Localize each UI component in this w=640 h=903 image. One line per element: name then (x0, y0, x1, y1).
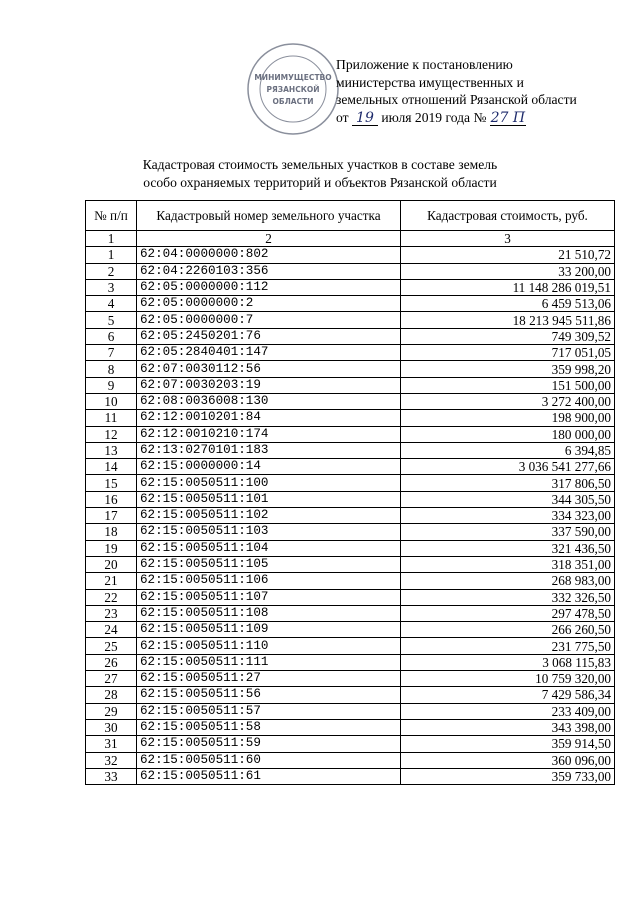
row-index: 7 (86, 345, 137, 361)
table-row (86, 605, 615, 621)
row-index: 8 (86, 361, 137, 377)
cadastral-value: 360 096,00 (401, 752, 615, 768)
cadastral-number: 62:15:0050511:106 (137, 573, 401, 589)
row-index: 17 (86, 508, 137, 524)
row-index: 9 (86, 377, 137, 393)
cadastral-value: 231 775,50 (401, 638, 615, 654)
cadastral-value-table (85, 200, 615, 785)
cadastral-number: 62:07:0030203:19 (137, 377, 401, 393)
cadastral-value: 359 998,20 (401, 361, 615, 377)
cadastral-value: 334 323,00 (401, 508, 615, 524)
row-index: 31 (86, 736, 137, 752)
stamp-line-2: РЯЗАНСКОЙ (266, 85, 320, 94)
row-index: 16 (86, 491, 137, 507)
cadastral-number: 62:13:0270101:183 (137, 442, 401, 458)
cadastral-number: 62:15:0050511:27 (137, 671, 401, 687)
cadastral-number: 62:15:0050511:61 (137, 768, 401, 784)
cadastral-value: 318 351,00 (401, 556, 615, 572)
cadastral-number: 62:15:0050511:56 (137, 687, 401, 703)
table-row (86, 703, 615, 719)
cadastral-value: 3 068 115,83 (401, 654, 615, 670)
table-row (86, 524, 615, 540)
row-index: 5 (86, 312, 137, 328)
table-row (86, 247, 615, 263)
cadastral-value: 6 394,85 (401, 442, 615, 458)
table-row (86, 687, 615, 703)
table-row (86, 263, 615, 279)
table-row (86, 508, 615, 524)
table-row (86, 410, 615, 426)
cadastral-value: 344 305,50 (401, 491, 615, 507)
cadastral-number: 62:15:0000000:14 (137, 459, 401, 475)
table-row (86, 328, 615, 344)
row-index: 27 (86, 671, 137, 687)
column-number-row (86, 231, 615, 247)
row-index: 11 (86, 410, 137, 426)
cadastral-value: 266 260,50 (401, 622, 615, 638)
table-row (86, 573, 615, 589)
header-line-1: Приложение к постановлению (336, 57, 513, 72)
row-index: 23 (86, 605, 137, 621)
row-index: 25 (86, 638, 137, 654)
row-index: 21 (86, 573, 137, 589)
cadastral-number: 62:04:0000000:802 (137, 247, 401, 263)
column-number-1: 1 (86, 231, 137, 247)
table-row (86, 671, 615, 687)
row-index: 30 (86, 719, 137, 735)
cadastral-value: 332 326,50 (401, 589, 615, 605)
cadastral-value: 321 436,50 (401, 540, 615, 556)
cadastral-number: 62:15:0050511:103 (137, 524, 401, 540)
cadastral-number: 62:04:2260103:356 (137, 263, 401, 279)
cadastral-number: 62:15:0050511:110 (137, 638, 401, 654)
cadastral-number: 62:15:0050511:101 (137, 491, 401, 507)
table-row (86, 345, 615, 361)
cadastral-value: 717 051,05 (401, 345, 615, 361)
row-index: 4 (86, 296, 137, 312)
row-index: 26 (86, 654, 137, 670)
table-row (86, 426, 615, 442)
table-row (86, 279, 615, 295)
table-body (86, 247, 615, 785)
row-index: 2 (86, 263, 137, 279)
row-index: 15 (86, 475, 137, 491)
cadastral-value: 18 213 945 511,86 (401, 312, 615, 328)
row-index: 24 (86, 622, 137, 638)
cadastral-value: 268 983,00 (401, 573, 615, 589)
cadastral-value: 233 409,00 (401, 703, 615, 719)
header-prefix: от (336, 109, 349, 125)
cadastral-number: 62:15:0050511:111 (137, 654, 401, 670)
cadastral-number: 62:15:0050511:104 (137, 540, 401, 556)
column-number-3: 3 (401, 231, 615, 247)
column-header-index: № п/п (86, 201, 137, 231)
cadastral-number: 62:08:0036008:130 (137, 393, 401, 409)
cadastral-value: 198 900,00 (401, 410, 615, 426)
row-index: 28 (86, 687, 137, 703)
title-line-2: особо охраняемых территорий и объектов Рязанской области (143, 175, 497, 190)
table-row (86, 475, 615, 491)
cadastral-number: 62:15:0050511:107 (137, 589, 401, 605)
cadastral-value: 33 200,00 (401, 263, 615, 279)
cadastral-number: 62:15:0050511:58 (137, 719, 401, 735)
table-row (86, 768, 615, 784)
cadastral-number: 62:12:0010201:84 (137, 410, 401, 426)
appendix-header (336, 56, 577, 126)
row-index: 14 (86, 459, 137, 475)
column-header-cadastral-value: Кадастровая стоимость, руб. (401, 201, 615, 231)
stamp-line-3: ОБЛАСТИ (272, 97, 314, 106)
cadastral-number: 62:05:2450201:76 (137, 328, 401, 344)
cadastral-value: 180 000,00 (401, 426, 615, 442)
cadastral-value: 3 272 400,00 (401, 393, 615, 409)
cadastral-value: 10 759 320,00 (401, 671, 615, 687)
cadastral-number: 62:05:0000000:112 (137, 279, 401, 295)
title-line-1: Кадастровая стоимость земельных участков в составе земель (142, 157, 498, 172)
cadastral-value: 7 429 586,34 (401, 687, 615, 703)
row-index: 29 (86, 703, 137, 719)
row-index: 10 (86, 393, 137, 409)
row-index: 13 (86, 442, 137, 458)
row-index: 19 (86, 540, 137, 556)
table-row (86, 719, 615, 735)
cadastral-number: 62:15:0050511:59 (137, 736, 401, 752)
header-line-4 (336, 109, 577, 127)
column-number-2: 2 (137, 231, 401, 247)
handwritten-day: 19 (352, 112, 378, 126)
cadastral-number: 62:15:0050511:108 (137, 605, 401, 621)
row-index: 33 (86, 768, 137, 784)
cadastral-number: 62:07:0030112:56 (137, 361, 401, 377)
table-row (86, 638, 615, 654)
table-row (86, 540, 615, 556)
cadastral-number: 62:15:0050511:60 (137, 752, 401, 768)
row-index: 32 (86, 752, 137, 768)
cadastral-number: 62:05:0000000:2 (137, 296, 401, 312)
row-index: 22 (86, 589, 137, 605)
cadastral-value: 359 914,50 (401, 736, 615, 752)
table-row (86, 442, 615, 458)
cadastral-value: 337 590,00 (401, 524, 615, 540)
cadastral-value: 297 478,50 (401, 605, 615, 621)
cadastral-number: 62:05:0000000:7 (137, 312, 401, 328)
cadastral-number: 62:15:0050511:105 (137, 556, 401, 572)
header-line-3: земельных отношений Рязанской области (336, 92, 577, 107)
cadastral-number: 62:15:0050511:102 (137, 508, 401, 524)
table-row (86, 752, 615, 768)
cadastral-number: 62:15:0050511:100 (137, 475, 401, 491)
cadastral-value: 21 510,72 (401, 247, 615, 263)
cadastral-number: 62:05:2840401:147 (137, 345, 401, 361)
table-row (86, 296, 615, 312)
handwritten-number: 27 П (490, 109, 526, 126)
cadastral-value: 317 806,50 (401, 475, 615, 491)
row-index: 12 (86, 426, 137, 442)
cadastral-number: 62:12:0010210:174 (137, 426, 401, 442)
table-row (86, 377, 615, 393)
header-middle: июля 2019 года № (381, 109, 487, 125)
cadastral-value: 3 036 541 277,66 (401, 459, 615, 475)
row-index: 3 (86, 279, 137, 295)
table-row (86, 556, 615, 572)
cadastral-value: 359 733,00 (401, 768, 615, 784)
column-header-cadastral-number: Кадастровый номер земельного участка (137, 201, 401, 231)
cadastral-number: 62:15:0050511:109 (137, 622, 401, 638)
table-row (86, 393, 615, 409)
row-index: 18 (86, 524, 137, 540)
table-row (86, 361, 615, 377)
table-row (86, 654, 615, 670)
cadastral-value: 749 309,52 (401, 328, 615, 344)
table-row (86, 459, 615, 475)
table-row (86, 622, 615, 638)
official-stamp (246, 42, 340, 136)
cadastral-value: 11 148 286 019,51 (401, 279, 615, 295)
cadastral-number: 62:15:0050511:57 (137, 703, 401, 719)
table-row (86, 589, 615, 605)
cadastral-value: 343 398,00 (401, 719, 615, 735)
header-line-2: министерства имущественных и (336, 74, 524, 90)
cadastral-value: 151 500,00 (401, 377, 615, 393)
table-row (86, 491, 615, 507)
cadastral-value: 6 459 513,06 (401, 296, 615, 312)
row-index: 20 (86, 556, 137, 572)
table-row (86, 312, 615, 328)
row-index: 6 (86, 328, 137, 344)
table-row (86, 736, 615, 752)
document-title (0, 156, 640, 192)
table-header-row (86, 201, 615, 231)
row-index: 1 (86, 247, 137, 263)
stamp-line-1: МИНИМУЩЕСТВО (254, 73, 332, 82)
